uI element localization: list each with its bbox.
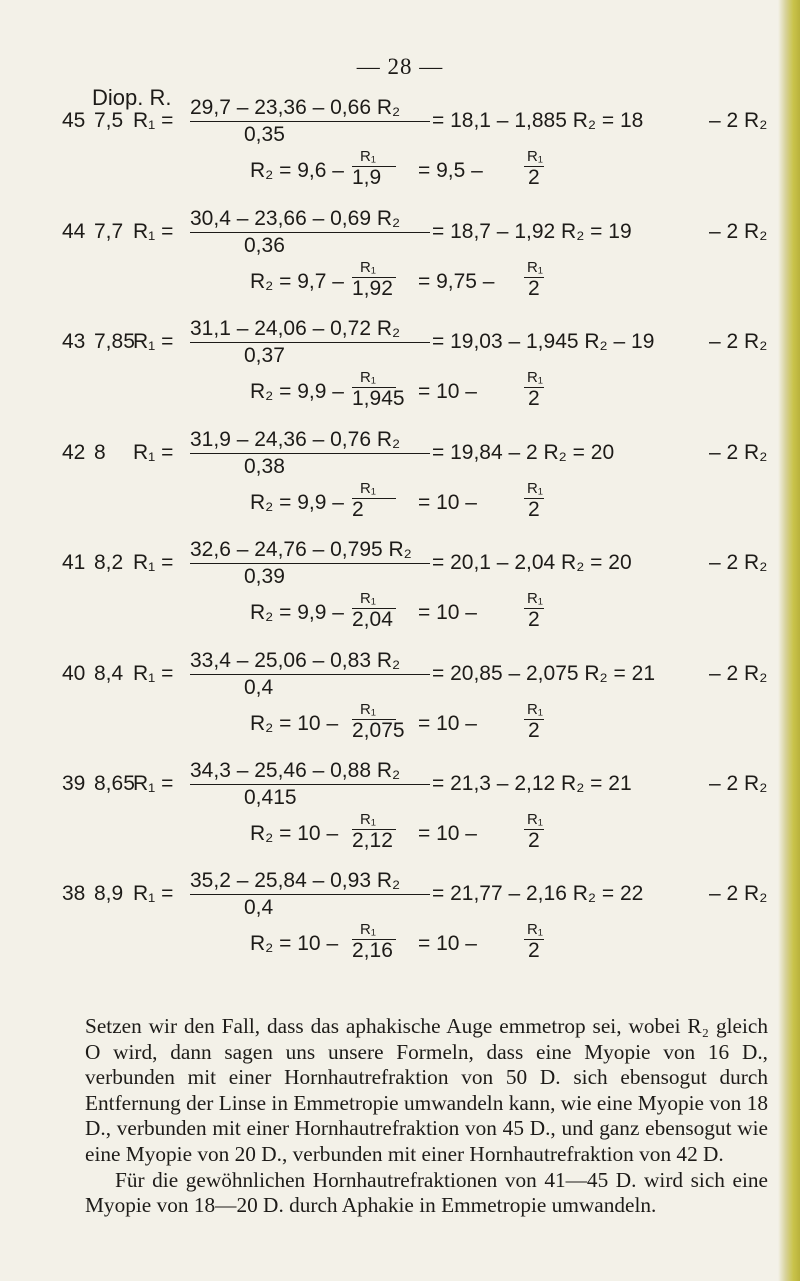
- r2-fraction1-denominator: 2,16: [352, 939, 393, 962]
- r1-label: R₁ =: [133, 882, 174, 905]
- r1-equation-result: = 19,84 – 2 R₂ = 20: [432, 441, 615, 464]
- fraction-numerator: 29,7 – 23,36 – 0,66 R₂: [190, 96, 401, 119]
- r1-label: R₁ =: [133, 330, 174, 353]
- r1-label: R₁ =: [133, 109, 174, 132]
- page-number: — 28 —: [356, 54, 444, 79]
- r2-fraction2-bar: [524, 166, 544, 167]
- r2-fraction2-numerator: R₁: [527, 701, 543, 718]
- r2-fraction1-denominator: 1,945: [352, 387, 405, 410]
- diopter-value: 38: [62, 882, 86, 905]
- r2-fraction1-bar: [352, 829, 396, 830]
- fraction-denominator: 0,36: [244, 234, 285, 257]
- r2-middle: = 10 –: [418, 601, 477, 624]
- r2-fraction1-bar: [352, 719, 396, 720]
- r2-fraction2-bar: [524, 829, 544, 830]
- r2-fraction2-bar: [524, 719, 544, 720]
- main-fraction-bar: [190, 342, 430, 343]
- equation-row: [0, 429, 800, 553]
- equation-row: [0, 650, 800, 774]
- r2-fraction1-numerator: R₁: [360, 480, 376, 497]
- r1-label: R₁ =: [133, 441, 174, 464]
- r-value: 7,7: [94, 220, 124, 243]
- r2-fraction1-numerator: R₁: [360, 369, 376, 386]
- r2-fraction2-denominator: 2: [528, 719, 540, 742]
- r2-middle: = 9,75 –: [418, 270, 495, 293]
- main-fraction-bar: [190, 232, 430, 233]
- diopter-value: 42: [62, 441, 86, 464]
- r2-fraction1-bar: [352, 277, 396, 278]
- r-value: 7,85: [94, 330, 135, 353]
- column-header: Diop. R.: [92, 85, 172, 110]
- fraction-numerator: 34,3 – 25,46 – 0,88 R₂: [190, 759, 401, 782]
- r2-fraction2-denominator: 2: [528, 387, 540, 410]
- r1-equation-result: = 20,85 – 2,075 R₂ = 21: [432, 662, 655, 685]
- r-value: 8,65: [94, 772, 135, 795]
- fraction-denominator: 0,4: [244, 896, 274, 919]
- paragraph-2: Für die gewöhnlichen Hornhautrefraktionen von 41—45 D. wird sich eine Myopie von 18—20 D. durch Aphakie in Emmetropie umwandeln.: [85, 1167, 768, 1218]
- r2-fraction1-numerator: R₁: [360, 148, 376, 165]
- r2-fraction1-bar: [352, 608, 396, 609]
- r2-fraction2-bar: [524, 498, 544, 499]
- r1-equation-result: = 19,03 – 1,945 R₂ – 19: [432, 330, 655, 353]
- r2-fraction1-numerator: R₁: [360, 590, 376, 607]
- fraction-denominator: 0,415: [244, 786, 297, 809]
- diopter-value: 39: [62, 772, 86, 795]
- r2-middle: = 9,5 –: [418, 159, 483, 182]
- diopter-value: 44: [62, 220, 86, 243]
- r1-equation-tail: – 2 R₂: [709, 882, 768, 905]
- r1-label: R₁ =: [133, 662, 174, 685]
- r2-fraction2-denominator: 2: [528, 277, 540, 300]
- r2-fraction1-denominator: 2,12: [352, 829, 393, 852]
- r2-fraction1-bar: [352, 939, 396, 940]
- diopter-value: 43: [62, 330, 86, 353]
- r-value: 8,2: [94, 551, 124, 574]
- r2-fraction2-numerator: R₁: [527, 921, 543, 938]
- fraction-numerator: 31,1 – 24,06 – 0,72 R₂: [190, 317, 401, 340]
- main-fraction-bar: [190, 453, 430, 454]
- equation-row: [0, 318, 800, 442]
- fraction-denominator: 0,4: [244, 676, 274, 699]
- r2-fraction1-numerator: R₁: [360, 811, 376, 828]
- r1-equation-tail: – 2 R₂: [709, 772, 768, 795]
- r2-fraction2-bar: [524, 939, 544, 940]
- r2-fraction1-denominator: 2,04: [352, 608, 393, 631]
- r2-fraction1-denominator: 1,92: [352, 277, 393, 300]
- r2-label: R₂ = 10 –: [250, 712, 339, 735]
- fraction-numerator: 33,4 – 25,06 – 0,83 R₂: [190, 649, 401, 672]
- r1-equation-result: = 18,7 – 1,92 R₂ = 19: [432, 220, 632, 243]
- r1-equation-result: = 21,3 – 2,12 R₂ = 21: [432, 772, 632, 795]
- r1-label: R₁ =: [133, 551, 174, 574]
- r2-fraction2-numerator: R₁: [527, 590, 543, 607]
- r2-fraction2-numerator: R₁: [527, 148, 543, 165]
- equation-row: [0, 760, 800, 884]
- r2-label: R₂ = 9,9 –: [250, 601, 344, 624]
- main-fraction-bar: [190, 894, 430, 895]
- r2-fraction1-numerator: R₁: [360, 701, 376, 718]
- r2-middle: = 10 –: [418, 380, 477, 403]
- r-value: 8,9: [94, 882, 124, 905]
- r2-label: R₂ = 10 –: [250, 822, 339, 845]
- r-value: 8: [94, 441, 106, 464]
- equation-row: [0, 97, 800, 221]
- r1-equation-result: = 21,77 – 2,16 R₂ = 22: [432, 882, 644, 905]
- fraction-denominator: 0,37: [244, 344, 285, 367]
- body-text: [85, 1014, 768, 1219]
- diopter-value: 45: [62, 109, 86, 132]
- equation-row: [0, 870, 800, 994]
- equation-row: [0, 208, 800, 332]
- r1-label: R₁ =: [133, 220, 174, 243]
- r-value: 8,4: [94, 662, 124, 685]
- r2-fraction1-numerator: R₁: [360, 921, 376, 938]
- fraction-denominator: 0,35: [244, 123, 285, 146]
- r2-fraction2-denominator: 2: [528, 166, 540, 189]
- fraction-numerator: 32,6 – 24,76 – 0,795 R₂: [190, 538, 412, 561]
- main-fraction-bar: [190, 121, 430, 122]
- r2-middle: = 10 –: [418, 712, 477, 735]
- r2-middle: = 10 –: [418, 491, 477, 514]
- r2-fraction1-numerator: R₁: [360, 259, 376, 276]
- r2-fraction2-bar: [524, 387, 544, 388]
- main-fraction-bar: [190, 674, 430, 675]
- r2-label: R₂ = 9,9 –: [250, 380, 344, 403]
- r1-equation-tail: – 2 R₂: [709, 441, 768, 464]
- fraction-numerator: 35,2 – 25,84 – 0,93 R₂: [190, 869, 401, 892]
- r2-fraction2-numerator: R₁: [527, 480, 543, 497]
- main-fraction-bar: [190, 784, 430, 785]
- r2-fraction1-bar: [352, 387, 396, 388]
- r1-equation-tail: – 2 R₂: [709, 109, 768, 132]
- r2-label: R₂ = 9,7 –: [250, 270, 344, 293]
- r2-fraction1-bar: [352, 498, 396, 499]
- r1-equation-tail: – 2 R₂: [709, 662, 768, 685]
- main-fraction-bar: [190, 563, 430, 564]
- r1-equation-result: = 18,1 – 1,885 R₂ = 18: [432, 109, 644, 132]
- r1-equation-tail: – 2 R₂: [709, 220, 768, 243]
- r2-fraction2-denominator: 2: [528, 829, 540, 852]
- r2-fraction2-denominator: 2: [528, 498, 540, 521]
- r1-label: R₁ =: [133, 772, 174, 795]
- fraction-denominator: 0,39: [244, 565, 285, 588]
- diopter-value: 41: [62, 551, 86, 574]
- r2-fraction2-denominator: 2: [528, 939, 540, 962]
- equation-row: [0, 539, 800, 663]
- r2-fraction2-bar: [524, 277, 544, 278]
- paragraph-1: Setzen wir den Fall, dass das aphakische Auge emmetrop sei, wobei R₂ gleich O wird, dann sagen uns unsere Formeln, dass eine Myopie von 16 D., verbunden mit einer Hornhautrefraktion von 50 D. sich ebensogut durch Entfernung der Linse in Emmetropie umwandeln kann, wie eine Myopie von 18 D., verbunden mit einer Hornhautrefraktion von 45 D., und ganz ebensogut wie eine Myopie von 20 D., verbunden mit einer Hornhautrefraktion von 42 D.: [85, 1014, 768, 1166]
- r2-fraction2-bar: [524, 608, 544, 609]
- r2-fraction1-denominator: 1,9: [352, 166, 382, 189]
- r2-label: R₂ = 10 –: [250, 932, 339, 955]
- fraction-numerator: 31,9 – 24,36 – 0,76 R₂: [190, 428, 401, 451]
- fraction-numerator: 30,4 – 23,66 – 0,69 R₂: [190, 207, 401, 230]
- r2-fraction2-numerator: R₁: [527, 811, 543, 828]
- r2-label: R₂ = 9,6 –: [250, 159, 344, 182]
- r-value: 7,5: [94, 109, 124, 132]
- r2-label: R₂ = 9,9 –: [250, 491, 344, 514]
- r2-fraction2-numerator: R₁: [527, 259, 543, 276]
- r2-fraction2-numerator: R₁: [527, 369, 543, 386]
- r2-middle: = 10 –: [418, 822, 477, 845]
- r2-fraction1-denominator: 2,075: [352, 719, 405, 742]
- r2-middle: = 10 –: [418, 932, 477, 955]
- r2-fraction2-denominator: 2: [528, 608, 540, 631]
- r1-equation-tail: – 2 R₂: [709, 551, 768, 574]
- r2-fraction1-denominator: 2: [352, 498, 364, 521]
- r1-equation-result: = 20,1 – 2,04 R₂ = 20: [432, 551, 632, 574]
- fraction-denominator: 0,38: [244, 455, 285, 478]
- r1-equation-tail: – 2 R₂: [709, 330, 768, 353]
- r2-fraction1-bar: [352, 166, 396, 167]
- diopter-value: 40: [62, 662, 86, 685]
